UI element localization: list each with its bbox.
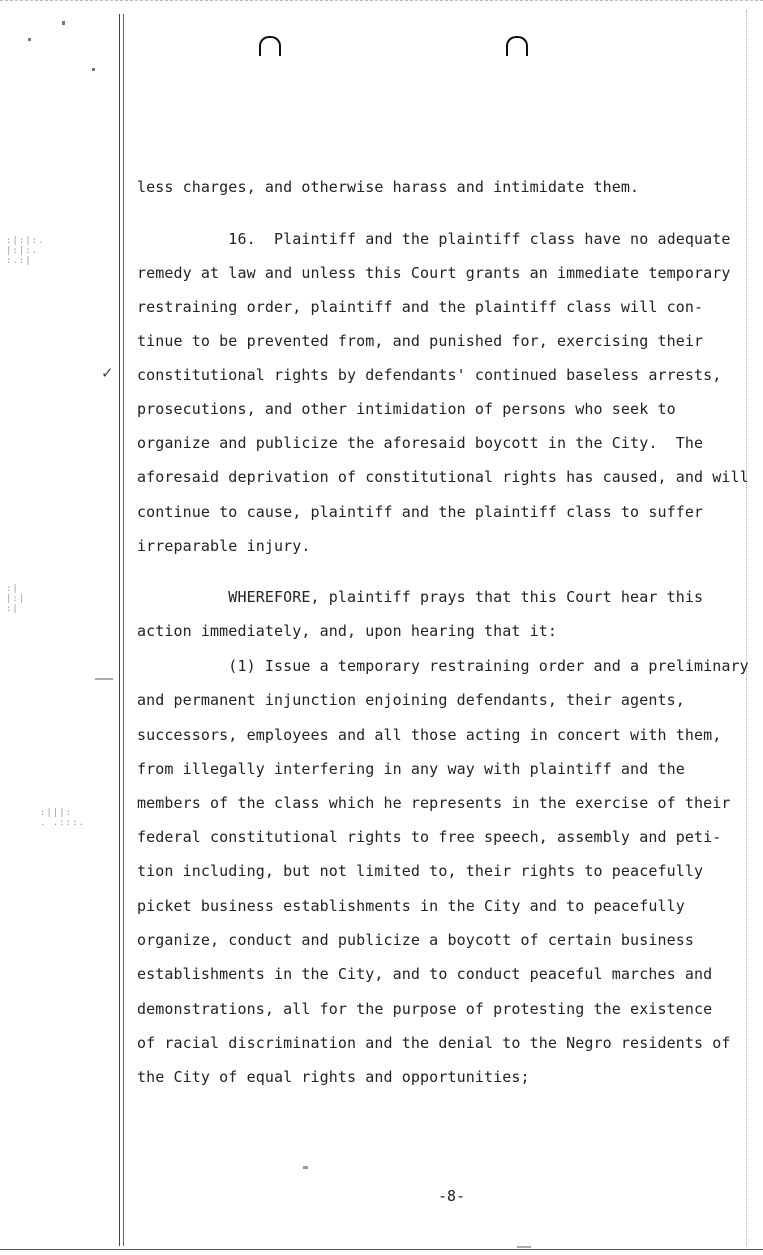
checkmark-icon: ✓ <box>101 364 114 382</box>
scan-speck <box>303 1166 308 1169</box>
text-line: action immediately, and, upon hearing that it: <box>137 622 558 640</box>
scan-noise: :|:|:. |:|:. :.:| <box>6 236 45 266</box>
text-line: WHEREFORE, plaintiff prays that this Court hear this <box>137 588 704 606</box>
margin-rule <box>119 14 120 1246</box>
text-line: less charges, and otherwise harass and intimidate them. <box>137 178 640 196</box>
text-line: establishments in the City, and to conduct peaceful marches and <box>137 965 713 983</box>
text-line: demonstrations, all for the purpose of protesting the existence <box>137 1000 713 1018</box>
scan-speck <box>62 21 65 25</box>
text-line: picket business establishments in the City and to peacefully <box>137 897 685 915</box>
text-line: from illegally interfering in any way with plaintiff and the <box>137 760 685 778</box>
text-line: of racial discrimination and the denial to the Negro residents of <box>137 1034 731 1052</box>
scan-speck <box>28 38 31 41</box>
text-line: remedy at law and unless this Court grants an immediate temporary <box>137 264 731 282</box>
text-line: tion including, but not limited to, their rights to peacefully <box>137 862 704 880</box>
text-line: prosecutions, and other intimidation of persons who seek to <box>137 400 676 418</box>
text-line: federal constitutional rights to free speech, assembly and peti- <box>137 828 722 846</box>
bottom-edge <box>0 1249 763 1250</box>
text-line: constitutional rights by defendants' continued baseless arrests, <box>137 366 722 384</box>
text-line: organize and publicize the aforesaid boycott in the City. The <box>137 434 704 452</box>
text-line: successors, employees and all those acting in concert with them, <box>137 726 722 744</box>
page-number: -8- <box>438 1187 466 1205</box>
margin-rule <box>123 14 124 1246</box>
text-line: tinue to be prevented from, and punished for, exercising their <box>137 332 704 350</box>
text-line: 16. Plaintiff and the plaintiff class have no adequate <box>137 230 731 248</box>
text-line: aforesaid deprivation of constitutional rights has caused, and will <box>137 468 749 486</box>
text-line: the City of equal rights and opportunities; <box>137 1068 530 1086</box>
right-edge <box>746 10 747 1246</box>
scan-speck <box>517 1246 531 1248</box>
punch-hole <box>259 36 281 56</box>
punch-hole <box>506 36 528 56</box>
text-line: members of the class which he represents in the exercise of their <box>137 794 731 812</box>
text-line: continue to cause, plaintiff and the plaintiff class to suffer <box>137 503 704 521</box>
text-line: restraining order, plaintiff and the plaintiff class will con- <box>137 298 704 316</box>
scan-noise: :| |:| :| <box>6 584 26 614</box>
text-line: irreparable injury. <box>137 537 311 555</box>
top-edge <box>0 0 763 1</box>
text-line: organize, conduct and publicize a boycott of certain business <box>137 931 694 949</box>
scan-speck <box>95 678 113 680</box>
text-line: and permanent injunction enjoining defendants, their agents, <box>137 691 685 709</box>
text-line: (1) Issue a temporary restraining order and a preliminary <box>137 657 749 675</box>
scan-noise: :|||: . .:::. <box>40 808 85 828</box>
scan-speck <box>92 68 95 71</box>
